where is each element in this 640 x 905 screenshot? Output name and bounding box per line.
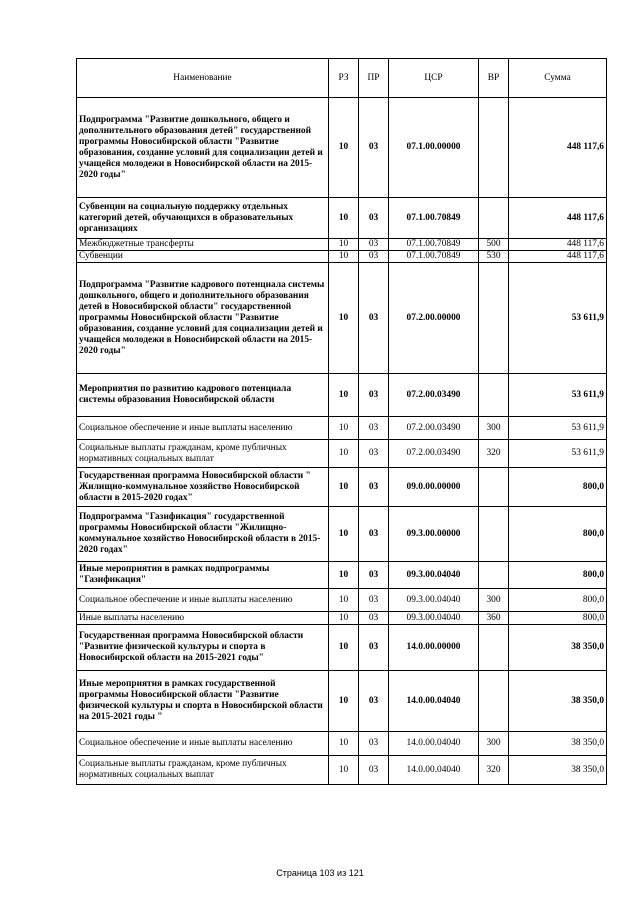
cell-rz: 10: [329, 671, 359, 732]
table-row: [77, 562, 607, 589]
cell-rz: 10: [329, 263, 359, 374]
cell-name: Государственная программа Новосибирской области " Жилищно-коммунальное хозяйство Новосибирской области в 2015-2020 годах": [77, 468, 329, 507]
table-row: [77, 263, 607, 374]
cell-name: Иные выплаты населению: [77, 612, 329, 625]
cell-name: Подпрограмма "Развитие дошкольного, общего и дополнительного образования детей" государственной программы Новосибирской области "Развитие образования, создание условий для социализации детей и учащейся молодежи в Новосибирской области на 2015-2020 годы": [77, 98, 329, 198]
cell-pr: 03: [359, 239, 389, 251]
cell-rz: 10: [329, 417, 359, 440]
cell-name: Иные мероприятия в рамках подпрограммы "Газификация": [77, 562, 329, 589]
cell-sum: 800,0: [509, 507, 607, 562]
header-csr: ЦСР: [389, 59, 479, 98]
cell-sum: 53 611,9: [509, 263, 607, 374]
table-body: [77, 98, 607, 785]
table-row: [77, 756, 607, 785]
cell-name: Мероприятия по развитию кадрового потенциала системы образования Новосибирской области: [77, 374, 329, 417]
cell-rz: 10: [329, 98, 359, 198]
cell-vr: [479, 374, 509, 417]
cell-name: Межбюджетные трансферты: [77, 239, 329, 251]
cell-sum: 800,0: [509, 612, 607, 625]
cell-vr: 300: [479, 589, 509, 612]
cell-csr: 07.2.00.00000: [389, 263, 479, 374]
cell-csr: 09.3.00.00000: [389, 507, 479, 562]
cell-csr: 07.1.00.70849: [389, 239, 479, 251]
header-vr: ВР: [479, 59, 509, 98]
cell-csr: 07.1.00.00000: [389, 98, 479, 198]
cell-vr: 500: [479, 239, 509, 251]
cell-rz: 10: [329, 251, 359, 263]
cell-csr: 07.1.00.70849: [389, 251, 479, 263]
cell-vr: 300: [479, 417, 509, 440]
cell-pr: 03: [359, 756, 389, 785]
cell-rz: 10: [329, 612, 359, 625]
cell-name: Иные мероприятия в рамках государственной программы Новосибирской области "Развитие физической культуры и спорта в Новосибирской области на 2015-2021 годы ": [77, 671, 329, 732]
cell-rz: 10: [329, 440, 359, 468]
table-row: [77, 612, 607, 625]
cell-sum: 448 117,6: [509, 239, 607, 251]
cell-sum: 800,0: [509, 589, 607, 612]
header-name: Наименование: [77, 59, 329, 98]
cell-vr: [479, 198, 509, 239]
cell-pr: 03: [359, 468, 389, 507]
cell-pr: 03: [359, 625, 389, 671]
cell-csr: 14.0.00.04040: [389, 732, 479, 756]
cell-rz: 10: [329, 468, 359, 507]
cell-sum: 448 117,6: [509, 98, 607, 198]
cell-csr: 07.2.00.03490: [389, 374, 479, 417]
table-header-row: [77, 59, 607, 98]
table-row: [77, 671, 607, 732]
cell-vr: [479, 98, 509, 198]
cell-name: Социальные выплаты гражданам, кроме публичных нормативных социальных выплат: [77, 440, 329, 468]
cell-vr: 320: [479, 440, 509, 468]
cell-vr: [479, 263, 509, 374]
cell-rz: 10: [329, 198, 359, 239]
cell-sum: 53 611,9: [509, 417, 607, 440]
cell-rz: 10: [329, 507, 359, 562]
cell-sum: 53 611,9: [509, 440, 607, 468]
table-row: [77, 374, 607, 417]
cell-pr: 03: [359, 440, 389, 468]
header-sum: Сумма: [509, 59, 607, 98]
cell-pr: 03: [359, 198, 389, 239]
cell-rz: 10: [329, 374, 359, 417]
cell-csr: 14.0.00.00000: [389, 625, 479, 671]
page-number: Страница 103 из 121: [276, 868, 364, 878]
cell-name: Подпрограмма "Развитие кадрового потенциала системы дошкольного, общего и дополнительного образования детей в Новосибирской области" государственной программы Новосибирской области "Развитие образования, создание условий для социализации детей и учащейся молодежи в Новосибирской области на 2015-2020 годы": [77, 263, 329, 374]
cell-vr: 320: [479, 756, 509, 785]
cell-csr: 09.3.00.04040: [389, 562, 479, 589]
header-rz: РЗ: [329, 59, 359, 98]
cell-sum: 38 350,0: [509, 732, 607, 756]
cell-vr: [479, 625, 509, 671]
cell-pr: 03: [359, 263, 389, 374]
cell-csr: 07.1.00.70849: [389, 198, 479, 239]
cell-name: Социальные выплаты гражданам, кроме публичных нормативных социальных выплат: [77, 756, 329, 785]
cell-sum: 448 117,6: [509, 198, 607, 239]
table-row: [77, 732, 607, 756]
cell-csr: 07.2.00.03490: [389, 417, 479, 440]
cell-csr: 14.0.00.04040: [389, 756, 479, 785]
cell-rz: 10: [329, 732, 359, 756]
table-row: [77, 507, 607, 562]
table-row: [77, 417, 607, 440]
cell-rz: 10: [329, 625, 359, 671]
cell-pr: 03: [359, 417, 389, 440]
cell-rz: 10: [329, 756, 359, 785]
cell-rz: 10: [329, 562, 359, 589]
cell-sum: 38 350,0: [509, 625, 607, 671]
cell-name: Подпрограмма "Газификация" государственной программы Новосибирской области "Жилищно-коммунальное хозяйство Новосибирской области в 2015-2020 годах": [77, 507, 329, 562]
table-row: [77, 198, 607, 239]
cell-csr: 09.3.00.04040: [389, 612, 479, 625]
cell-vr: [479, 507, 509, 562]
table-row: [77, 625, 607, 671]
table-row: [77, 440, 607, 468]
cell-name: Социальное обеспечение и иные выплаты населению: [77, 732, 329, 756]
cell-csr: 09.0.00.00000: [389, 468, 479, 507]
cell-vr: [479, 671, 509, 732]
cell-pr: 03: [359, 251, 389, 263]
cell-pr: 03: [359, 612, 389, 625]
table-row: [77, 468, 607, 507]
cell-pr: 03: [359, 374, 389, 417]
cell-sum: 448 117,6: [509, 251, 607, 263]
cell-sum: 38 350,0: [509, 756, 607, 785]
cell-name: Социальное обеспечение и иные выплаты населению: [77, 417, 329, 440]
cell-rz: 10: [329, 239, 359, 251]
cell-csr: 14.0.00.04040: [389, 671, 479, 732]
table-row: [77, 251, 607, 263]
cell-sum: 53 611,9: [509, 374, 607, 417]
table-row: [77, 239, 607, 251]
cell-pr: 03: [359, 507, 389, 562]
cell-csr: 09.3.00.04040: [389, 589, 479, 612]
cell-csr: 07.2.00.03490: [389, 440, 479, 468]
cell-pr: 03: [359, 671, 389, 732]
cell-sum: 800,0: [509, 468, 607, 507]
cell-name: Субвенции: [77, 251, 329, 263]
cell-name: Социальное обеспечение и иные выплаты населению: [77, 589, 329, 612]
cell-vr: 300: [479, 732, 509, 756]
table-row: [77, 98, 607, 198]
table-row: [77, 589, 607, 612]
cell-pr: 03: [359, 732, 389, 756]
cell-vr: 530: [479, 251, 509, 263]
cell-rz: 10: [329, 589, 359, 612]
cell-name: Государственная программа Новосибирской области "Развитие физической культуры и спорта в Новосибирской области на 2015-2021 годы": [77, 625, 329, 671]
cell-pr: 03: [359, 589, 389, 612]
cell-pr: 03: [359, 562, 389, 589]
cell-vr: 360: [479, 612, 509, 625]
cell-pr: 03: [359, 98, 389, 198]
cell-sum: 38 350,0: [509, 671, 607, 732]
cell-vr: [479, 468, 509, 507]
header-pr: ПР: [359, 59, 389, 98]
cell-name: Субвенции на социальную поддержку отдельных категорий детей, обучающихся в образовательных организациях: [77, 198, 329, 239]
cell-vr: [479, 562, 509, 589]
cell-sum: 800,0: [509, 562, 607, 589]
budget-table: [76, 58, 607, 785]
